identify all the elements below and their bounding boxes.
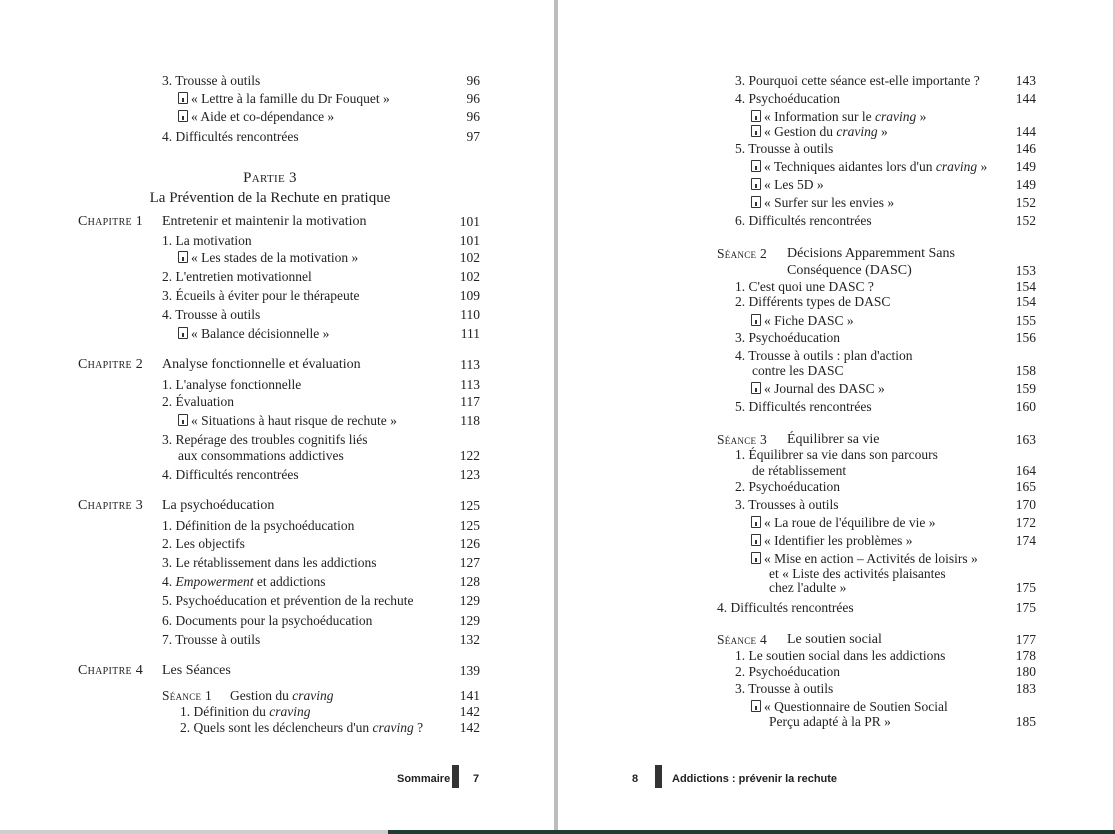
- toc-document-entry[interactable]: [751, 381, 885, 396]
- toc-entry[interactable]: 1. Définition de la psychoéducation: [162, 518, 355, 533]
- page-number: 149: [1015, 159, 1036, 174]
- page-number: 183: [1015, 681, 1036, 696]
- seance-label: Séance 2: [717, 246, 768, 261]
- document-icon: [751, 516, 761, 528]
- document-icon: [751, 125, 761, 137]
- toc-entry[interactable]: 7. Trousse à outils: [162, 632, 261, 647]
- seance-title[interactable]: [230, 688, 334, 703]
- toc-entry-suffix: »: [916, 109, 927, 124]
- viewer-bottom-strip: [388, 830, 1115, 834]
- toc-document-entry[interactable]: [751, 177, 824, 192]
- running-footer-title: Sommaire: [397, 773, 451, 785]
- toc-document-entry[interactable]: [178, 250, 358, 265]
- toc-entry-label: 2. Quels sont les déclencheurs d'un: [180, 720, 373, 735]
- toc-document-entry[interactable]: [178, 326, 329, 341]
- toc-entry[interactable]: 1. Le soutien social dans les addictions: [735, 648, 946, 663]
- seance-title[interactable]: Équilibrer sa vie: [787, 432, 880, 447]
- toc-entry[interactable]: 2. Différents types de DASC: [735, 294, 891, 309]
- toc-entry[interactable]: 3. Trousse à outils: [735, 681, 834, 696]
- page-number: 172: [1015, 515, 1036, 530]
- document-icon: [751, 178, 761, 190]
- seance-label: Séance 4: [717, 632, 768, 647]
- page-number: 132: [459, 632, 480, 647]
- page-number: 159: [1015, 381, 1036, 396]
- toc-entry-continuation[interactable]: contre les DASC: [752, 363, 844, 378]
- page-number: 155: [1015, 313, 1036, 328]
- page-number: 113: [460, 377, 480, 392]
- document-icon: [751, 160, 761, 172]
- toc-entry[interactable]: 2. Psychoéducation: [735, 479, 840, 494]
- toc-document-entry[interactable]: [751, 313, 854, 328]
- page-number: 144: [1015, 91, 1036, 106]
- toc-entry[interactable]: 4. Psychoéducation: [735, 91, 840, 106]
- page-number: 154: [1015, 279, 1036, 294]
- chapter-label: Chapitre 1: [78, 214, 144, 229]
- page-number: 152: [1015, 195, 1036, 210]
- page-number: 128: [459, 574, 480, 589]
- toc-entry-continuation[interactable]: Perçu adapté à la PR »: [769, 714, 891, 729]
- page-number: 129: [459, 593, 480, 608]
- page-number: 142: [459, 720, 480, 735]
- toc-entry-italic: craving: [874, 109, 917, 124]
- page-number: 125: [459, 498, 480, 513]
- toc-entry-continuation[interactable]: et « Liste des activités plaisantes: [769, 566, 946, 581]
- page-number: 146: [1015, 141, 1036, 156]
- toc-entry[interactable]: 1. La motivation: [162, 233, 252, 248]
- toc-entry-label: « Balance décisionnelle »: [191, 326, 330, 341]
- toc-entry[interactable]: 3. Le rétablissement dans les addictions: [162, 555, 377, 570]
- page-number: 180: [1015, 664, 1036, 679]
- toc-entry[interactable]: [162, 574, 325, 589]
- toc-entry-suffix: ?: [413, 720, 424, 735]
- toc-document-entry[interactable]: [751, 159, 987, 174]
- chapter-label: Chapitre 3: [78, 498, 144, 513]
- toc-entry[interactable]: 2. Psychoéducation: [735, 664, 840, 679]
- right-page: [558, 0, 1113, 830]
- toc-entry[interactable]: 4. Difficultés rencontrées: [717, 600, 854, 615]
- toc-entry-label: « Lettre à la famille du Dr Fouquet »: [191, 91, 390, 106]
- document-icon: [751, 110, 761, 122]
- page-number: 177: [1015, 632, 1036, 647]
- page-number: 175: [1015, 580, 1036, 595]
- toc-document-entry[interactable]: [751, 551, 978, 566]
- toc-document-entry[interactable]: [751, 109, 926, 124]
- toc-entry-italic: craving: [372, 720, 414, 735]
- toc-entry-continuation[interactable]: de rétablissement: [752, 463, 847, 478]
- toc-entry-italic: Empowerment: [175, 574, 254, 589]
- toc-entry[interactable]: 2. L'entretien motivationnel: [162, 269, 312, 284]
- toc-entry-suffix: »: [877, 124, 888, 139]
- page-number: 154: [1015, 294, 1036, 309]
- toc-entry-label: « Mise en action – Activités de loisirs »: [764, 551, 978, 566]
- seance-title-continuation[interactable]: Conséquence (DASC): [787, 263, 912, 278]
- seance-title[interactable]: Décisions Apparemment Sans: [787, 246, 955, 261]
- toc-entry-label: « Aide et co-dépendance »: [191, 109, 335, 124]
- toc-document-entry[interactable]: [751, 533, 912, 548]
- toc-entry-label: « Questionnaire de Soutien Social: [764, 699, 948, 714]
- page-number: 165: [1015, 479, 1036, 494]
- page-number: 117: [460, 394, 480, 409]
- toc-entry[interactable]: 3. Pourquoi cette séance est-elle importante ?: [735, 73, 980, 88]
- page-number: 170: [1015, 497, 1036, 512]
- footer-bar: [655, 765, 662, 788]
- toc-entry[interactable]: [180, 720, 423, 735]
- part-title: La Prévention de la Rechute en pratique: [149, 190, 391, 206]
- chapter-title[interactable]: Analyse fonctionnelle et évaluation: [162, 357, 361, 372]
- document-icon: [178, 110, 188, 122]
- page-number: 110: [460, 307, 480, 322]
- toc-entry[interactable]: 6. Documents pour la psychoéducation: [162, 613, 373, 628]
- page-number: 156: [1015, 330, 1036, 345]
- page-number: 111: [460, 326, 480, 341]
- running-footer-title: Addictions : prévenir la rechute: [672, 773, 838, 785]
- document-icon: [178, 414, 188, 426]
- document-icon: [751, 196, 761, 208]
- toc-entry-label: « Identifier les problèmes »: [764, 533, 913, 548]
- toc-entry[interactable]: 3. Trousse à outils: [162, 73, 261, 88]
- chapter-title[interactable]: La psychoéducation: [162, 498, 275, 513]
- toc-entry[interactable]: 5. Psychoéducation et prévention de la rechute: [162, 593, 414, 608]
- toc-entry-italic: craving: [836, 124, 878, 139]
- page-number: 152: [1015, 213, 1036, 228]
- chapter-title[interactable]: Les Séances: [162, 663, 231, 678]
- page-number: 178: [1015, 648, 1036, 663]
- toc-entry[interactable]: 1. Équilibrer sa vie dans son parcours: [735, 447, 938, 462]
- page-number: 174: [1015, 533, 1036, 548]
- toc-document-entry[interactable]: [751, 124, 888, 139]
- toc-document-entry[interactable]: [178, 109, 334, 124]
- page-number: 127: [459, 555, 480, 570]
- page-number: 123: [459, 467, 480, 482]
- toc-entry-number: 4.: [162, 574, 176, 589]
- toc-entry[interactable]: 3. Écueils à éviter pour le thérapeute: [162, 288, 360, 303]
- page-number: 139: [459, 663, 480, 678]
- document-icon: [751, 700, 761, 712]
- seance-title[interactable]: Le soutien social: [787, 632, 882, 647]
- toc-document-entry[interactable]: [751, 195, 894, 210]
- seance-title-text: Gestion du: [230, 688, 293, 703]
- document-icon: [178, 327, 188, 339]
- page-number: 143: [1015, 73, 1036, 88]
- toc-entry[interactable]: 6. Difficultés rencontrées: [735, 213, 872, 228]
- toc-entry[interactable]: 5. Trousse à outils: [735, 141, 834, 156]
- document-icon: [178, 92, 188, 104]
- page-number: 149: [1015, 177, 1036, 192]
- footer-bar: [452, 765, 459, 788]
- page-number: 163: [1015, 432, 1036, 447]
- page-number: 153: [1015, 263, 1036, 278]
- toc-entry-label: « La roue de l'équilibre de vie »: [764, 515, 936, 530]
- toc-entry[interactable]: 4. Difficultés rencontrées: [162, 129, 299, 144]
- toc-entry[interactable]: 4. Difficultés rencontrées: [162, 467, 299, 482]
- toc-entry[interactable]: 1. L'analyse fonctionnelle: [162, 377, 302, 392]
- page-number: 141: [459, 688, 480, 703]
- toc-entry-label: « Surfer sur les envies »: [764, 195, 895, 210]
- toc-entry[interactable]: 5. Difficultés rencontrées: [735, 399, 872, 414]
- seance-label: Séance 1: [162, 688, 213, 703]
- toc-document-entry[interactable]: [751, 515, 936, 530]
- seance-label: Séance 3: [717, 432, 768, 447]
- toc-document-entry[interactable]: [178, 91, 390, 106]
- toc-entry-label: « Journal des DASC »: [764, 381, 885, 396]
- folio-number: 8: [632, 773, 639, 785]
- page-number: 160: [1015, 399, 1036, 414]
- toc-entry-continuation[interactable]: chez l'adulte »: [769, 580, 847, 595]
- page-number: 113: [460, 357, 480, 372]
- toc-entry-suffix: »: [977, 159, 988, 174]
- page-number: 101: [459, 214, 480, 229]
- toc-document-entry[interactable]: [178, 413, 397, 428]
- page-number: 96: [466, 73, 480, 88]
- toc-entry[interactable]: 4. Trousse à outils : plan d'action: [735, 348, 913, 363]
- toc-entry-label: 1. Définition du: [180, 704, 270, 719]
- toc-entry-italic: craving: [935, 159, 978, 174]
- page-number: 126: [459, 536, 480, 551]
- page-number: 142: [459, 704, 480, 719]
- document-icon: [751, 534, 761, 546]
- chapter-title[interactable]: Entretenir et maintenir la motivation: [162, 214, 367, 229]
- document-icon: [178, 251, 188, 263]
- page-number: 102: [459, 250, 480, 265]
- page-number: 164: [1015, 463, 1036, 478]
- page-number: 185: [1015, 714, 1036, 729]
- chapter-label: Chapitre 2: [78, 357, 144, 372]
- page-number: 96: [466, 91, 480, 106]
- toc-entry-label: « Gestion du: [764, 124, 837, 139]
- document-icon: [751, 382, 761, 394]
- page-number: 175: [1015, 600, 1036, 615]
- page-number: 144: [1015, 124, 1036, 139]
- toc-entry[interactable]: 3. Trousses à outils: [735, 497, 839, 512]
- toc-entry-label: et addictions: [253, 574, 326, 589]
- page-number: 129: [459, 613, 480, 628]
- page-number: 101: [459, 233, 480, 248]
- toc-entry[interactable]: 3. Psychoéducation: [735, 330, 840, 345]
- page-number: 125: [459, 518, 480, 533]
- toc-entry-label: « Fiche DASC »: [764, 313, 854, 328]
- toc-entry-continuation[interactable]: aux consommations addictives: [178, 448, 344, 463]
- document-icon: [751, 552, 761, 564]
- page-number: 158: [1015, 363, 1036, 378]
- toc-entry[interactable]: 2. Les objectifs: [162, 536, 245, 551]
- toc-entry[interactable]: 4. Trousse à outils: [162, 307, 261, 322]
- document-icon: [751, 314, 761, 326]
- left-page: [0, 0, 554, 830]
- part-label: Partie 3: [243, 170, 297, 186]
- toc-entry[interactable]: 1. C'est quoi une DASC ?: [735, 279, 874, 294]
- toc-entry-label: « Situations à haut risque de rechute »: [191, 413, 397, 428]
- page-number: 122: [459, 448, 480, 463]
- page-number: 109: [459, 288, 480, 303]
- toc-entry[interactable]: [180, 704, 311, 719]
- toc-entry-label: « Information sur le: [764, 109, 875, 124]
- toc-document-entry[interactable]: [751, 699, 948, 714]
- folio-number: 7: [473, 773, 480, 785]
- toc-entry[interactable]: 3. Repérage des troubles cognitifs liés: [162, 432, 368, 447]
- chapter-label: Chapitre 4: [78, 663, 144, 678]
- page-number: 97: [466, 129, 480, 144]
- page-number: 118: [460, 413, 480, 428]
- toc-entry-italic: craving: [269, 704, 311, 719]
- page-number: 96: [466, 109, 480, 124]
- toc-entry-label: « Les 5D »: [764, 177, 824, 192]
- toc-entry-label: « Les stades de la motivation »: [191, 250, 359, 265]
- toc-entry-label: « Techniques aidantes lors d'un: [764, 159, 936, 174]
- toc-entry[interactable]: 2. Évaluation: [162, 394, 234, 409]
- page-number: 102: [459, 269, 480, 284]
- seance-title-italic: craving: [292, 688, 334, 703]
